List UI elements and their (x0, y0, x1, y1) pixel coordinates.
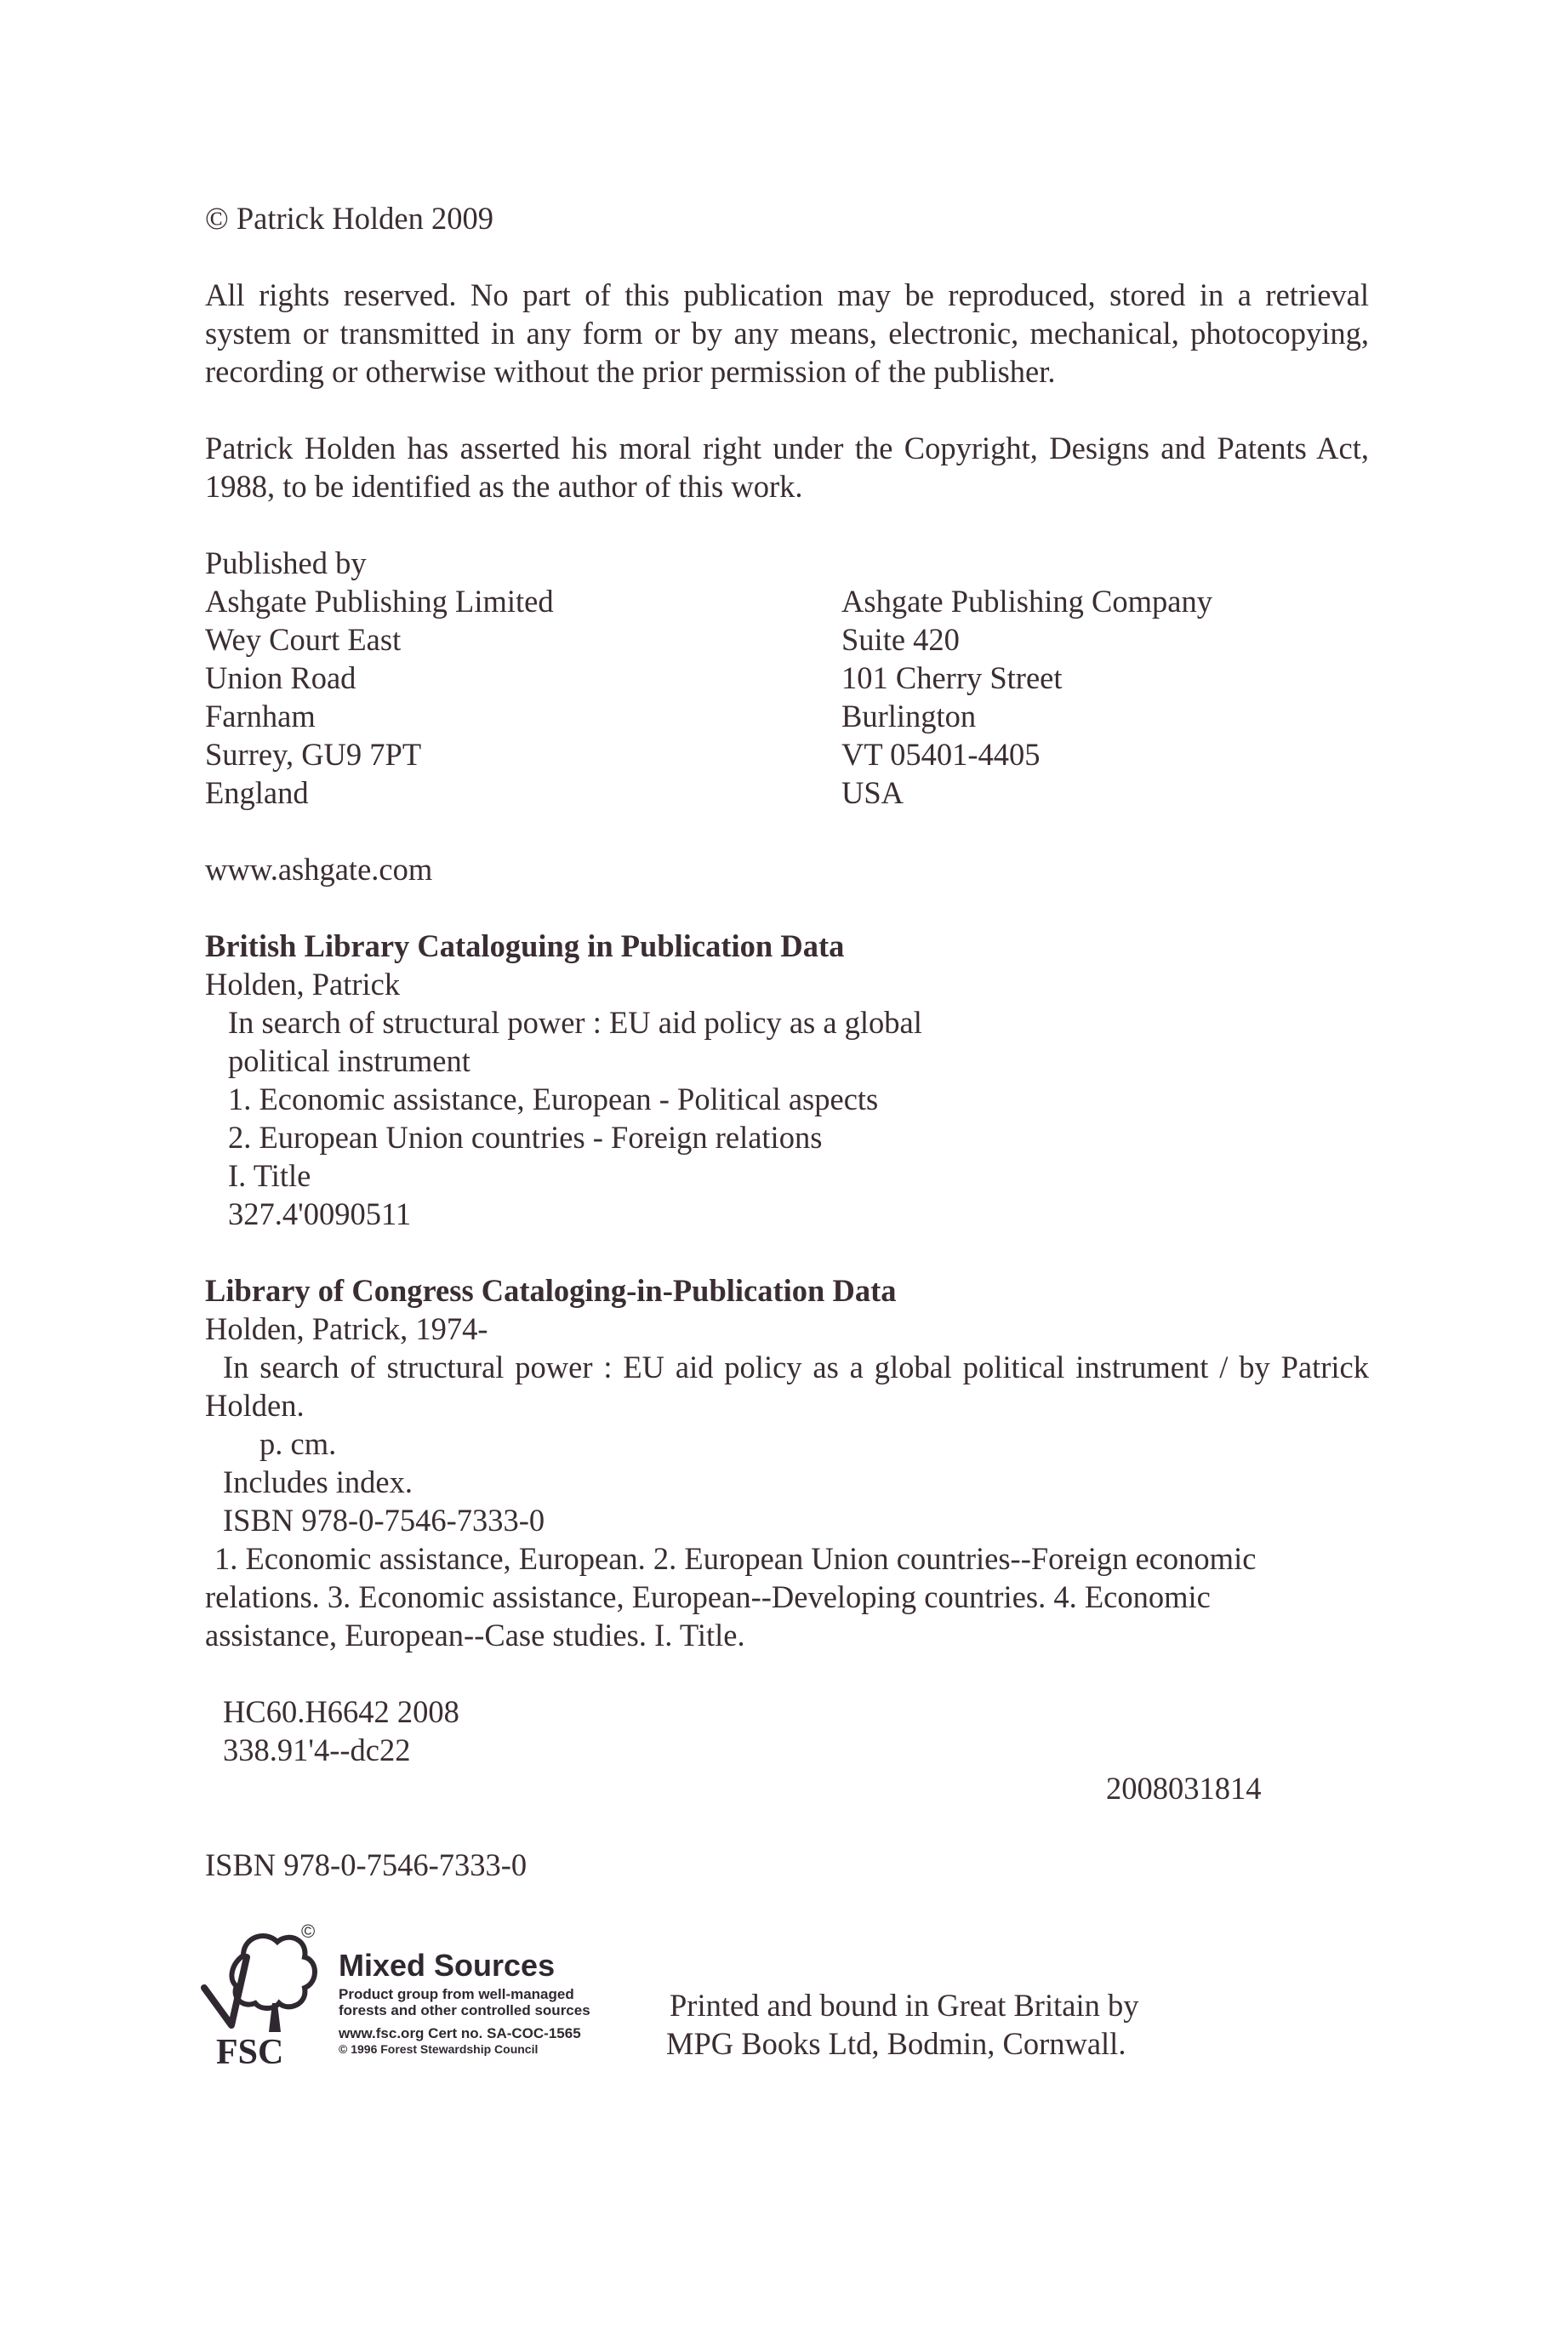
fsc-copyright-symbol: © (301, 1921, 316, 1942)
address-line: 101 Cherry Street (841, 660, 1063, 695)
loc-control-number: 2008031814 (1106, 1771, 1262, 1806)
fsc-line: © 1996 Forest Stewardship Council (339, 2042, 539, 2056)
isbn-line: ISBN 978-0-7546-7333-0 (205, 1847, 527, 1882)
fsc-line: Product group from well-managed (339, 1986, 574, 2002)
loc-cip-line: 1. Economic assistance, European. 2. European Union countries--Foreign economic (214, 1541, 1257, 1576)
address-line: Union Road (205, 660, 356, 695)
bl-cip-line: political instrument (228, 1043, 470, 1078)
rights-line-2: system or transmitted in any form or by any means, electronic, mechanical, photocopying, (205, 316, 1369, 351)
loc-cip-line: assistance, European--Case studies. I. Title. (205, 1618, 745, 1653)
copyright-line: © Patrick Holden 2009 (205, 201, 493, 236)
bl-cip-line: Holden, Patrick (205, 967, 401, 1002)
bl-cip-line: 2. European Union countries - Foreign relations (228, 1120, 823, 1155)
fsc-line: forests and other controlled sources (339, 2002, 590, 2018)
address-line: Surrey, GU9 7PT (205, 737, 422, 772)
fsc-line: www.fsc.org Cert no. SA-COC-1565 (339, 2025, 581, 2041)
fsc-mixed-sources-title: Mixed Sources (339, 1948, 556, 1983)
loc-cip-line: 338.91'4--dc22 (223, 1733, 411, 1767)
bl-cip-line: I. Title (228, 1158, 311, 1193)
bl-cip-line: 327.4'0090511 (228, 1196, 412, 1231)
published-by-label: Published by (205, 545, 367, 580)
moral-right-line-1: Patrick Holden has asserted his moral right under the Copyright, Designs and Patents Act, (205, 431, 1369, 465)
address-line: Farnham (205, 699, 316, 734)
website-url: www.ashgate.com (205, 852, 433, 887)
rights-line-3: recording or otherwise without the prior permission of the publisher. (205, 354, 1056, 389)
fsc-mark: FSC (216, 2033, 284, 2072)
loc-cip-line: relations. 3. Economic assistance, European--Developing countries. 4. Economic (205, 1579, 1211, 1614)
printer-line-1: Printed and bound in Great Britain by (670, 1988, 1139, 2023)
loc-cip-line: ISBN 978-0-7546-7333-0 (223, 1503, 545, 1538)
moral-right-line-2: 1988, to be identified as the author of this work. (205, 469, 803, 504)
fsc-logo (199, 1921, 650, 2073)
printer-line-2: MPG Books Ltd, Bodmin, Cornwall. (666, 2026, 1126, 2061)
address-line: England (205, 775, 309, 810)
loc-cip-line: Holden, Patrick, 1974- (205, 1311, 488, 1346)
loc-cip-line: In search of structural power : EU aid policy as a global political instrument / by Patrick (223, 1350, 1369, 1384)
address-line: Ashgate Publishing Limited (205, 584, 554, 619)
rights-line-1: All rights reserved. No part of this publication may be reproduced, stored in a retrieval (205, 277, 1369, 312)
address-line: VT 05401-4405 (841, 737, 1041, 772)
bl-cip-heading: British Library Cataloguing in Publication Data (205, 928, 845, 963)
loc-cip-heading: Library of Congress Cataloging-in-Publication Data (205, 1273, 897, 1308)
address-line: Ashgate Publishing Company (841, 584, 1212, 619)
address-line: Suite 420 (841, 622, 960, 657)
loc-cip-line: Includes index. (223, 1464, 413, 1499)
address-line: USA (841, 775, 904, 810)
bl-cip-line: 1. Economic assistance, European - Political aspects (228, 1082, 879, 1116)
loc-cip-line: Holden. (205, 1388, 305, 1423)
loc-cip-line: HC60.H6642 2008 (223, 1694, 459, 1729)
address-line: Burlington (841, 699, 977, 734)
bl-cip-line: In search of structural power : EU aid policy as a global (228, 1005, 922, 1040)
address-line: Wey Court East (205, 622, 402, 657)
loc-cip-line: p. cm. (259, 1426, 337, 1461)
